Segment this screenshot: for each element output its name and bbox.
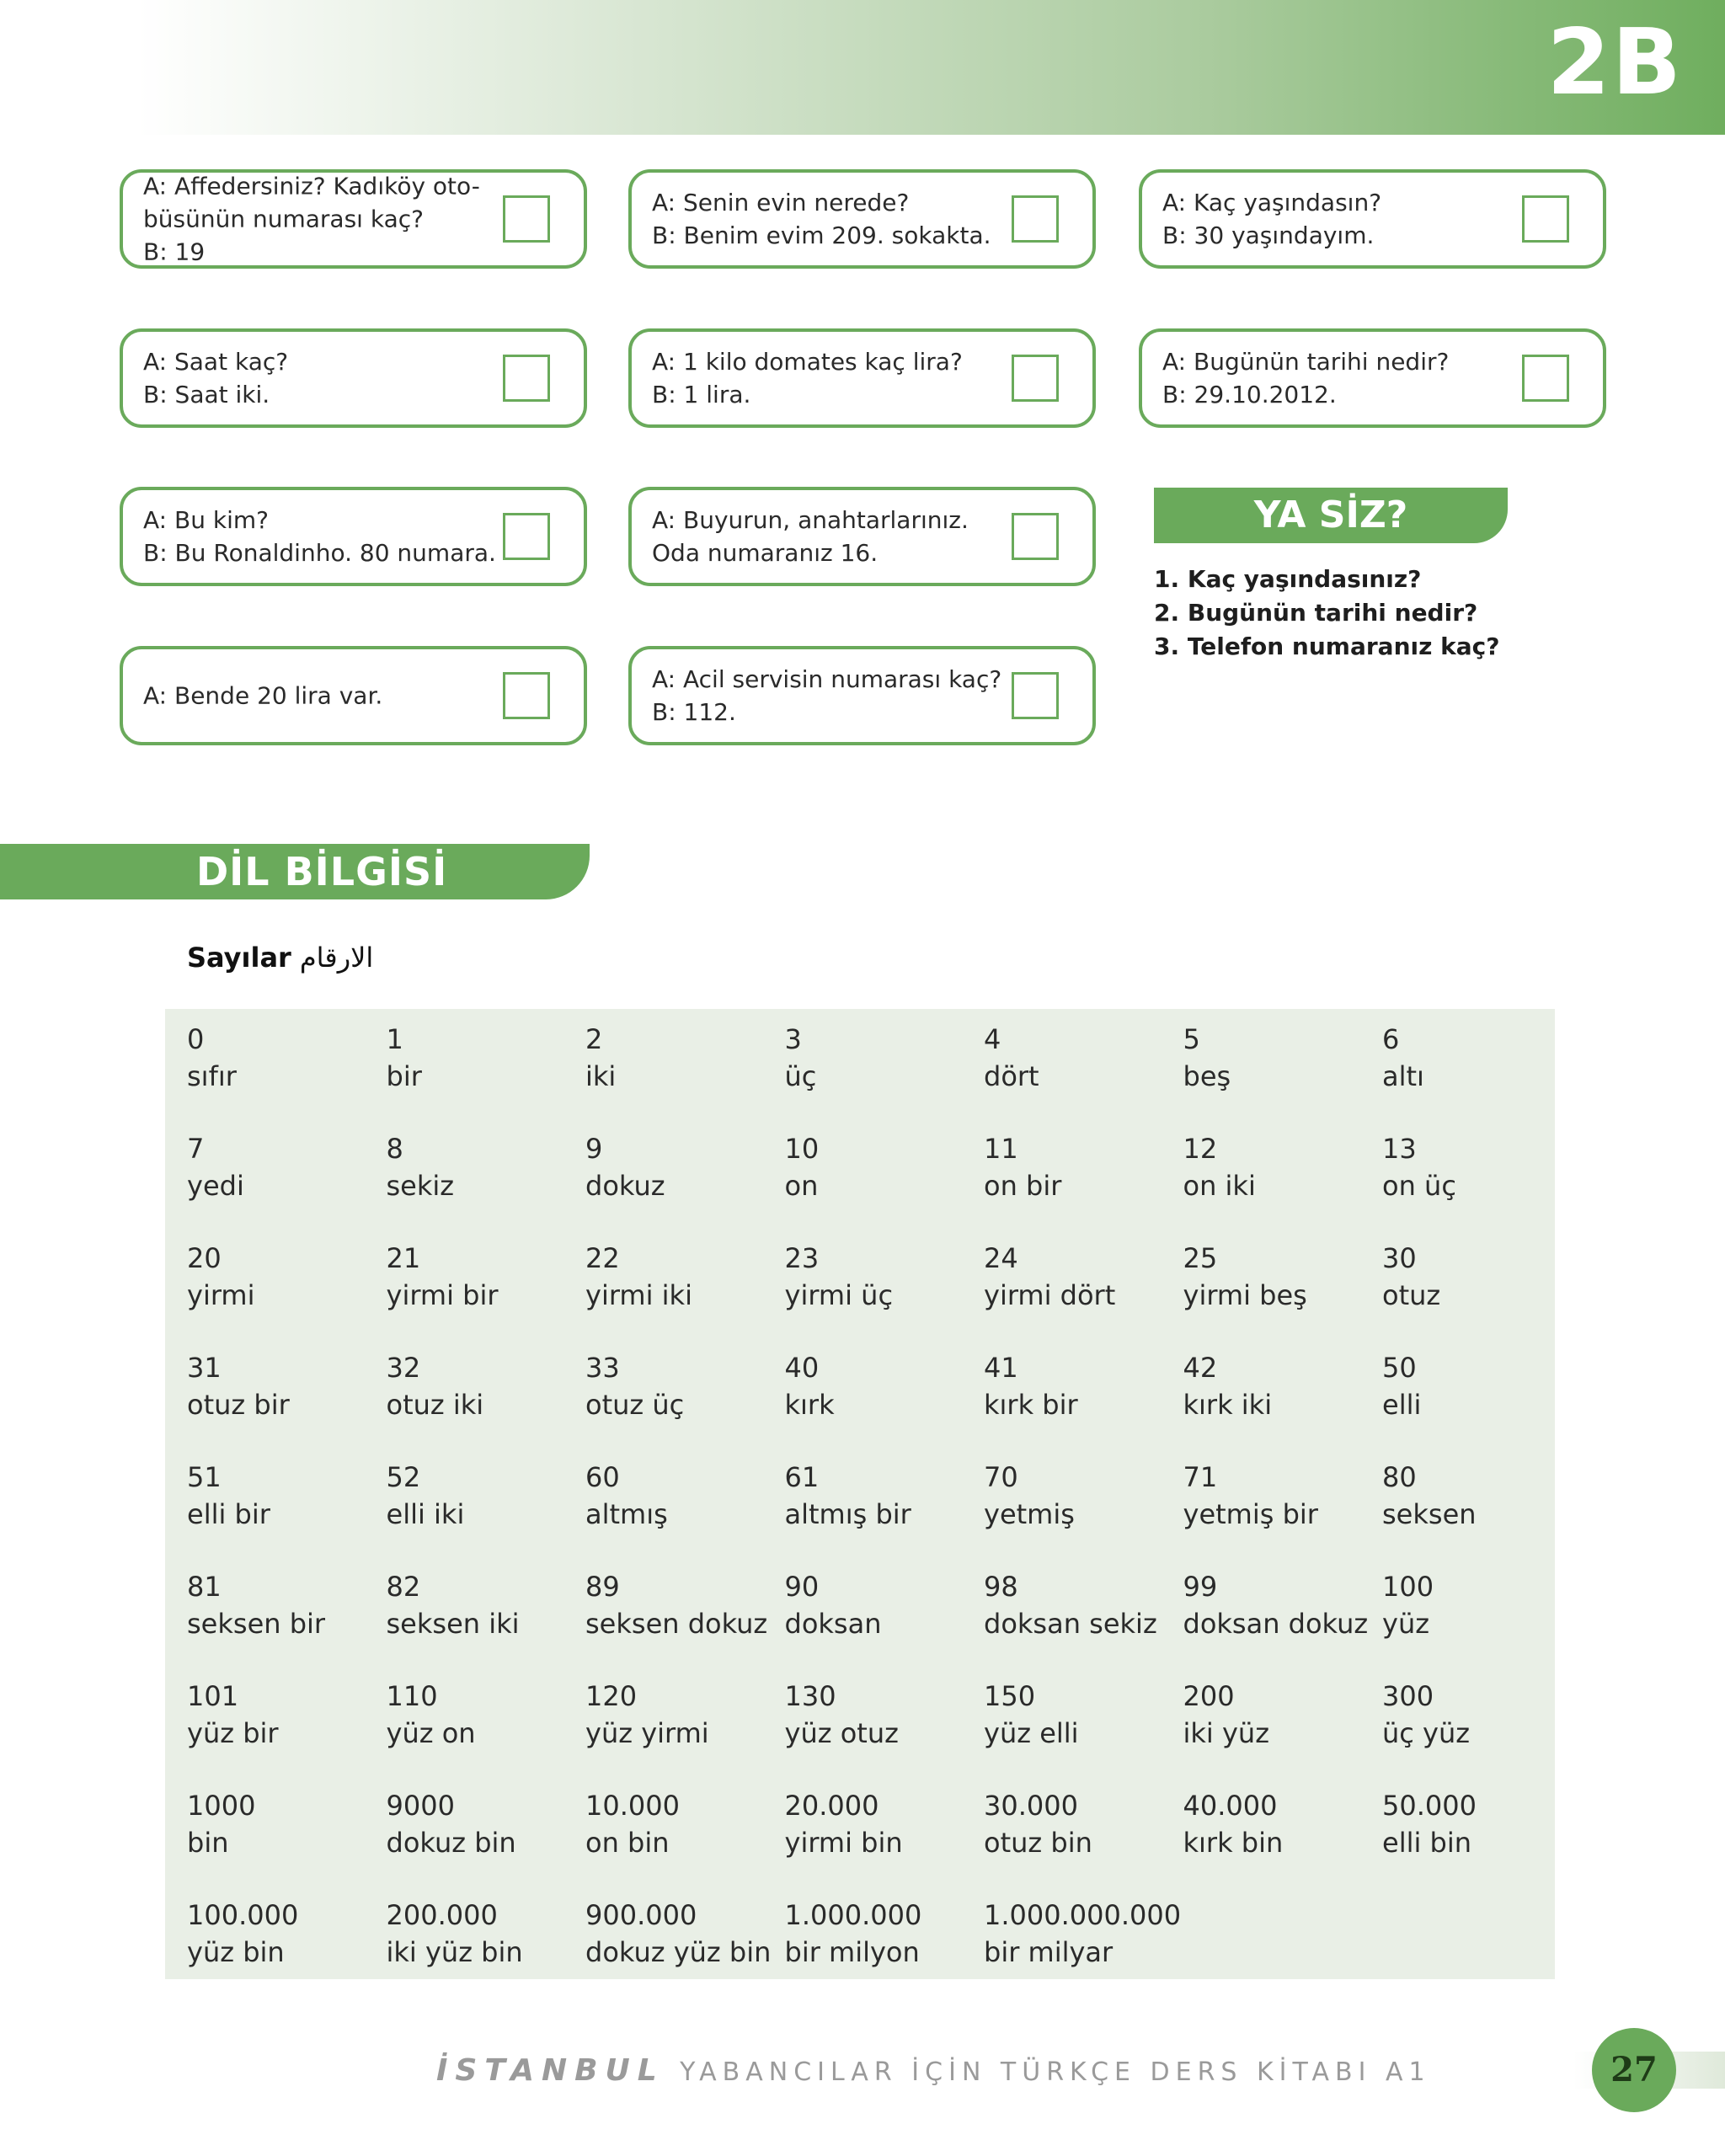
number-cell <box>1382 1130 1581 1206</box>
dialogue-line: B: 30 yaşındayım. <box>1162 221 1375 249</box>
ya-siz-question: 1. Kaç yaşındasınız? <box>1154 565 1422 593</box>
number-cell <box>187 1021 386 1097</box>
page-number-badge <box>1592 2028 1676 2112</box>
number-word: otuz bir <box>187 1389 290 1421</box>
number-digit: 2 <box>585 1023 603 1055</box>
number-cell <box>585 1568 784 1644</box>
number-cell <box>387 1021 585 1097</box>
number-word: bin <box>187 1827 229 1859</box>
number-word: doksan dokuz <box>1183 1608 1369 1640</box>
number-word: yetmiş bir <box>1183 1498 1318 1530</box>
number-digit: 20.000 <box>784 1790 879 1822</box>
answer-checkbox[interactable] <box>1522 355 1569 402</box>
dialogue-line: B: Benim evim 209. sokakta. <box>652 221 991 249</box>
number-word: yüz otuz <box>784 1717 899 1749</box>
number-digit: 200 <box>1183 1680 1235 1712</box>
number-digit: 100 <box>1382 1571 1434 1603</box>
number-digit: 61 <box>784 1461 820 1493</box>
dialogue-card <box>628 487 1096 586</box>
number-word: yirmi dört <box>984 1279 1116 1311</box>
number-word: altmış <box>585 1498 668 1530</box>
number-cell <box>1183 1349 1382 1425</box>
number-word: on bin <box>585 1827 670 1859</box>
dialogue-card <box>1139 328 1606 428</box>
numbers-heading <box>187 942 373 974</box>
answer-checkbox[interactable] <box>503 513 550 560</box>
number-word: yüz bin <box>187 1936 285 1968</box>
number-digit: 10.000 <box>585 1790 680 1822</box>
answer-checkbox[interactable] <box>1012 513 1059 560</box>
number-digit: 130 <box>784 1680 836 1712</box>
dialogue-card <box>628 328 1096 428</box>
number-digit: 1.000.000.000 <box>984 1899 1182 1931</box>
dialogue-line: B: 1 lira. <box>652 381 751 408</box>
dialogue-line: A: Kaç yaşındasın? <box>1162 189 1382 216</box>
footer-title-strong: İSTANBUL <box>436 2053 665 2088</box>
number-digit: 300 <box>1382 1680 1434 1712</box>
number-cell <box>785 1240 984 1315</box>
number-digit: 31 <box>187 1352 222 1384</box>
number-cell <box>387 1240 585 1315</box>
number-word: seksen <box>1382 1498 1477 1530</box>
dialogue-line: A: Bugünün tarihi nedir? <box>1162 348 1450 376</box>
number-digit: 3 <box>784 1023 802 1055</box>
dialogue-line: B: Saat iki. <box>143 381 270 408</box>
number-digit: 50 <box>1382 1352 1417 1384</box>
dialogue-text <box>1162 186 1499 252</box>
number-cell <box>187 1568 386 1644</box>
number-digit: 70 <box>984 1461 1018 1493</box>
number-word: kırk <box>784 1389 835 1421</box>
dialogue-text <box>652 345 989 411</box>
number-digit: 0 <box>187 1023 205 1055</box>
number-cell <box>1382 1349 1581 1425</box>
number-digit: 25 <box>1183 1242 1218 1274</box>
dialogue-card <box>628 169 1096 269</box>
number-word: dokuz yüz bin <box>585 1936 772 1968</box>
number-digit: 7 <box>187 1133 205 1165</box>
number-cell <box>585 1678 784 1753</box>
number-word: yedi <box>187 1170 244 1202</box>
number-digit: 90 <box>784 1571 820 1603</box>
number-word: on iki <box>1183 1170 1256 1202</box>
number-word: yirmi üç <box>784 1279 894 1311</box>
number-cell <box>187 1459 386 1534</box>
number-cell <box>785 1130 984 1206</box>
number-cell <box>785 1568 984 1644</box>
number-cell <box>187 1897 386 1972</box>
number-word: otuz bin <box>984 1827 1092 1859</box>
number-word: elli bir <box>187 1498 270 1530</box>
number-digit: 9000 <box>386 1790 455 1822</box>
number-digit: 20 <box>187 1242 222 1274</box>
number-word: doksan <box>784 1608 882 1640</box>
number-cell <box>1183 1459 1382 1534</box>
number-digit: 200.000 <box>386 1899 498 1931</box>
number-digit: 22 <box>585 1242 620 1274</box>
number-word: yirmi bin <box>784 1827 903 1859</box>
number-word: otuz <box>1382 1279 1441 1311</box>
ya-siz-question: 3. Telefon numaranız kaç? <box>1154 632 1500 660</box>
number-word: seksen dokuz <box>585 1608 768 1640</box>
dialogue-line: B: Bu Ronaldinho. 80 numara. <box>143 539 496 567</box>
number-cell <box>1183 1678 1382 1753</box>
dialogue-card <box>1139 169 1606 269</box>
number-cell <box>187 1678 386 1753</box>
dialogue-text <box>652 663 1002 728</box>
number-digit: 1 <box>386 1023 403 1055</box>
number-cell <box>585 1021 784 1097</box>
number-digit: 13 <box>1382 1133 1417 1165</box>
dialogue-line: A: Bu kim? <box>143 506 269 534</box>
dialogue-card <box>120 328 587 428</box>
number-cell <box>1382 1678 1581 1753</box>
number-cell <box>387 1130 585 1206</box>
ya-siz-questions <box>1154 563 1500 664</box>
dialogue-line: Oda numaranız 16. <box>652 539 879 567</box>
number-word: dokuz <box>585 1170 665 1202</box>
footer-book-title <box>436 2053 1431 2088</box>
number-digit: 80 <box>1382 1461 1417 1493</box>
number-word: dokuz bin <box>386 1827 516 1859</box>
number-digit: 30.000 <box>984 1790 1078 1822</box>
number-cell <box>785 1897 984 1972</box>
grammar-banner <box>0 844 590 899</box>
answer-checkbox[interactable] <box>1012 355 1059 402</box>
number-word: iki yüz bin <box>386 1936 523 1968</box>
number-word: kırk bin <box>1183 1827 1284 1859</box>
number-word: elli iki <box>386 1498 465 1530</box>
dialogue-card <box>120 169 587 269</box>
number-digit: 100.000 <box>187 1899 299 1931</box>
number-word: doksan sekiz <box>984 1608 1157 1640</box>
dialogue-text <box>143 170 480 269</box>
number-cell <box>585 1459 784 1534</box>
number-word: elli <box>1382 1389 1422 1421</box>
dialogue-line: B: 19 <box>143 237 206 266</box>
dialogue-line: A: Affedersiniz? Kadıköy oto- <box>143 172 480 200</box>
number-digit: 40 <box>784 1352 820 1384</box>
number-word: üç yüz <box>1382 1717 1471 1749</box>
number-digit: 10 <box>784 1133 820 1165</box>
number-cell <box>984 1459 1183 1534</box>
dialogue-card <box>120 487 587 586</box>
number-digit: 42 <box>1183 1352 1218 1384</box>
number-digit: 24 <box>984 1242 1018 1274</box>
number-digit: 101 <box>187 1680 239 1712</box>
number-cell <box>187 1787 386 1863</box>
number-digit: 81 <box>187 1571 222 1603</box>
number-digit: 82 <box>386 1571 421 1603</box>
dialogue-card <box>120 646 587 745</box>
number-cell <box>1183 1787 1382 1863</box>
page-number: 27 <box>1610 2050 1658 2089</box>
number-cell <box>585 1349 784 1425</box>
answer-checkbox[interactable] <box>503 672 550 719</box>
number-word: yirmi beş <box>1183 1279 1307 1311</box>
number-cell <box>387 1787 585 1863</box>
number-digit: 1000 <box>187 1790 256 1822</box>
number-word: seksen iki <box>386 1608 520 1640</box>
answer-checkbox[interactable] <box>503 195 550 243</box>
grammar-title: DİL BİLGİSİ <box>196 849 448 894</box>
number-digit: 71 <box>1183 1461 1218 1493</box>
number-word: otuz iki <box>386 1389 484 1421</box>
number-word: on üç <box>1382 1170 1456 1202</box>
number-cell <box>585 1130 784 1206</box>
number-word: bir <box>386 1060 422 1092</box>
number-cell <box>187 1240 386 1315</box>
number-cell <box>387 1349 585 1425</box>
number-word: elli bin <box>1382 1827 1472 1859</box>
number-word: altmış bir <box>784 1498 911 1530</box>
number-word: sıfır <box>187 1060 237 1092</box>
number-cell <box>785 1459 984 1534</box>
answer-checkbox[interactable] <box>1012 672 1059 719</box>
number-digit: 33 <box>585 1352 620 1384</box>
number-digit: 60 <box>585 1461 620 1493</box>
number-word: on bir <box>984 1170 1062 1202</box>
number-word: üç <box>784 1060 817 1092</box>
number-word: yirmi <box>187 1279 255 1311</box>
number-digit: 23 <box>784 1242 820 1274</box>
number-word: beş <box>1183 1060 1231 1092</box>
number-digit: 99 <box>1183 1571 1218 1603</box>
number-cell <box>1382 1568 1581 1644</box>
number-digit: 120 <box>585 1680 638 1712</box>
number-digit: 900.000 <box>585 1899 697 1931</box>
number-digit: 150 <box>984 1680 1036 1712</box>
number-cell <box>1382 1787 1581 1863</box>
number-digit: 41 <box>984 1352 1018 1384</box>
number-cell <box>585 1787 784 1863</box>
number-cell <box>1183 1568 1382 1644</box>
number-cell <box>984 1678 1183 1753</box>
number-word: yirmi iki <box>585 1279 692 1311</box>
number-cell <box>1183 1021 1382 1097</box>
ya-siz-banner: YA SİZ? <box>1154 488 1508 543</box>
number-word: sekiz <box>386 1170 455 1202</box>
number-word: yüz bir <box>187 1717 279 1749</box>
unit-code: 2B <box>1546 10 1683 115</box>
number-cell <box>984 1568 1183 1644</box>
ya-siz-question: 2. Bugünün tarihi nedir? <box>1154 599 1478 627</box>
number-word: on <box>784 1170 819 1202</box>
numbers-heading-turkish: Sayılar <box>187 942 291 974</box>
dialogue-line: büsünün numarası kaç? <box>143 205 424 233</box>
number-cell <box>785 1678 984 1753</box>
number-word: seksen bir <box>187 1608 326 1640</box>
number-cell <box>984 1787 1183 1863</box>
dialogue-line: A: Bende 20 lira var. <box>143 681 383 710</box>
number-cell <box>785 1787 984 1863</box>
number-digit: 12 <box>1183 1133 1218 1165</box>
number-word: dört <box>984 1060 1039 1092</box>
number-digit: 4 <box>984 1023 1001 1055</box>
number-digit: 21 <box>386 1242 421 1274</box>
dialogue-text <box>143 680 480 712</box>
dialogue-line: A: Acil servisin numarası kaç? <box>652 665 1002 693</box>
number-word: yüz yirmi <box>585 1717 709 1749</box>
answer-checkbox[interactable] <box>1522 195 1569 243</box>
number-word: kırk iki <box>1183 1389 1273 1421</box>
number-cell <box>387 1897 585 1972</box>
numbers-heading-arabic: الارقام <box>299 942 374 974</box>
number-cell <box>984 1240 1183 1315</box>
number-cell <box>187 1349 386 1425</box>
number-cell <box>984 1130 1183 1206</box>
number-word: kırk bir <box>984 1389 1078 1421</box>
number-digit: 98 <box>984 1571 1018 1603</box>
numbers-table <box>165 1009 1555 1979</box>
dialogue-line: A: Senin evin nerede? <box>652 189 910 216</box>
number-digit: 51 <box>187 1461 222 1493</box>
number-word: yüz on <box>386 1717 476 1749</box>
number-cell <box>585 1897 784 1972</box>
number-digit: 40.000 <box>1183 1790 1278 1822</box>
number-cell <box>585 1240 784 1315</box>
number-digit: 50.000 <box>1382 1790 1477 1822</box>
number-cell <box>984 1897 1183 1972</box>
number-digit: 9 <box>585 1133 603 1165</box>
number-word: iki <box>585 1060 617 1092</box>
number-digit: 110 <box>386 1680 438 1712</box>
number-digit: 6 <box>1382 1023 1400 1055</box>
dialogue-text <box>143 504 496 569</box>
number-cell <box>785 1021 984 1097</box>
number-word: yüz <box>1382 1608 1430 1640</box>
number-cell <box>387 1459 585 1534</box>
dialogue-line: B: 29.10.2012. <box>1162 381 1337 408</box>
number-word: yetmiş <box>984 1498 1075 1530</box>
answer-checkbox[interactable] <box>1012 195 1059 243</box>
number-cell <box>984 1349 1183 1425</box>
number-cell <box>984 1021 1183 1097</box>
number-digit: 32 <box>386 1352 421 1384</box>
number-word: iki yüz <box>1183 1717 1269 1749</box>
number-word: yirmi bir <box>386 1279 499 1311</box>
number-cell <box>785 1349 984 1425</box>
number-cell <box>1382 1021 1581 1097</box>
dialogue-line: B: 112. <box>652 698 736 726</box>
dialogue-line: A: Buyurun, anahtarlarınız. <box>652 506 969 534</box>
dialogue-card <box>628 646 1096 745</box>
number-digit: 89 <box>585 1571 620 1603</box>
number-digit: 5 <box>1183 1023 1200 1055</box>
dialogue-line: A: Saat kaç? <box>143 348 289 376</box>
answer-checkbox[interactable] <box>503 355 550 402</box>
number-digit: 30 <box>1382 1242 1417 1274</box>
dialogue-text <box>652 504 989 569</box>
footer-title-rest: YABANCILAR İÇİN TÜRKÇE DERS KİTABI A1 <box>680 2057 1431 2087</box>
header-band <box>0 0 1725 135</box>
number-cell <box>187 1130 386 1206</box>
number-digit: 1.000.000 <box>784 1899 922 1931</box>
number-word: altı <box>1382 1060 1424 1092</box>
number-cell <box>1183 1130 1382 1206</box>
dialogue-text <box>1162 345 1499 411</box>
dialogue-text <box>652 186 989 252</box>
number-cell <box>1382 1240 1581 1315</box>
number-cell <box>387 1568 585 1644</box>
number-cell <box>1183 1240 1382 1315</box>
number-cell <box>1382 1459 1581 1534</box>
number-word: bir milyon <box>784 1936 920 1968</box>
dialogue-text <box>143 345 480 411</box>
number-digit: 8 <box>386 1133 403 1165</box>
number-digit: 52 <box>386 1461 421 1493</box>
number-word: otuz üç <box>585 1389 685 1421</box>
number-word: yüz elli <box>984 1717 1079 1749</box>
number-word: bir milyar <box>984 1936 1114 1968</box>
number-digit: 11 <box>984 1133 1018 1165</box>
number-cell <box>387 1678 585 1753</box>
dialogue-line: A: 1 kilo domates kaç lira? <box>652 348 963 376</box>
